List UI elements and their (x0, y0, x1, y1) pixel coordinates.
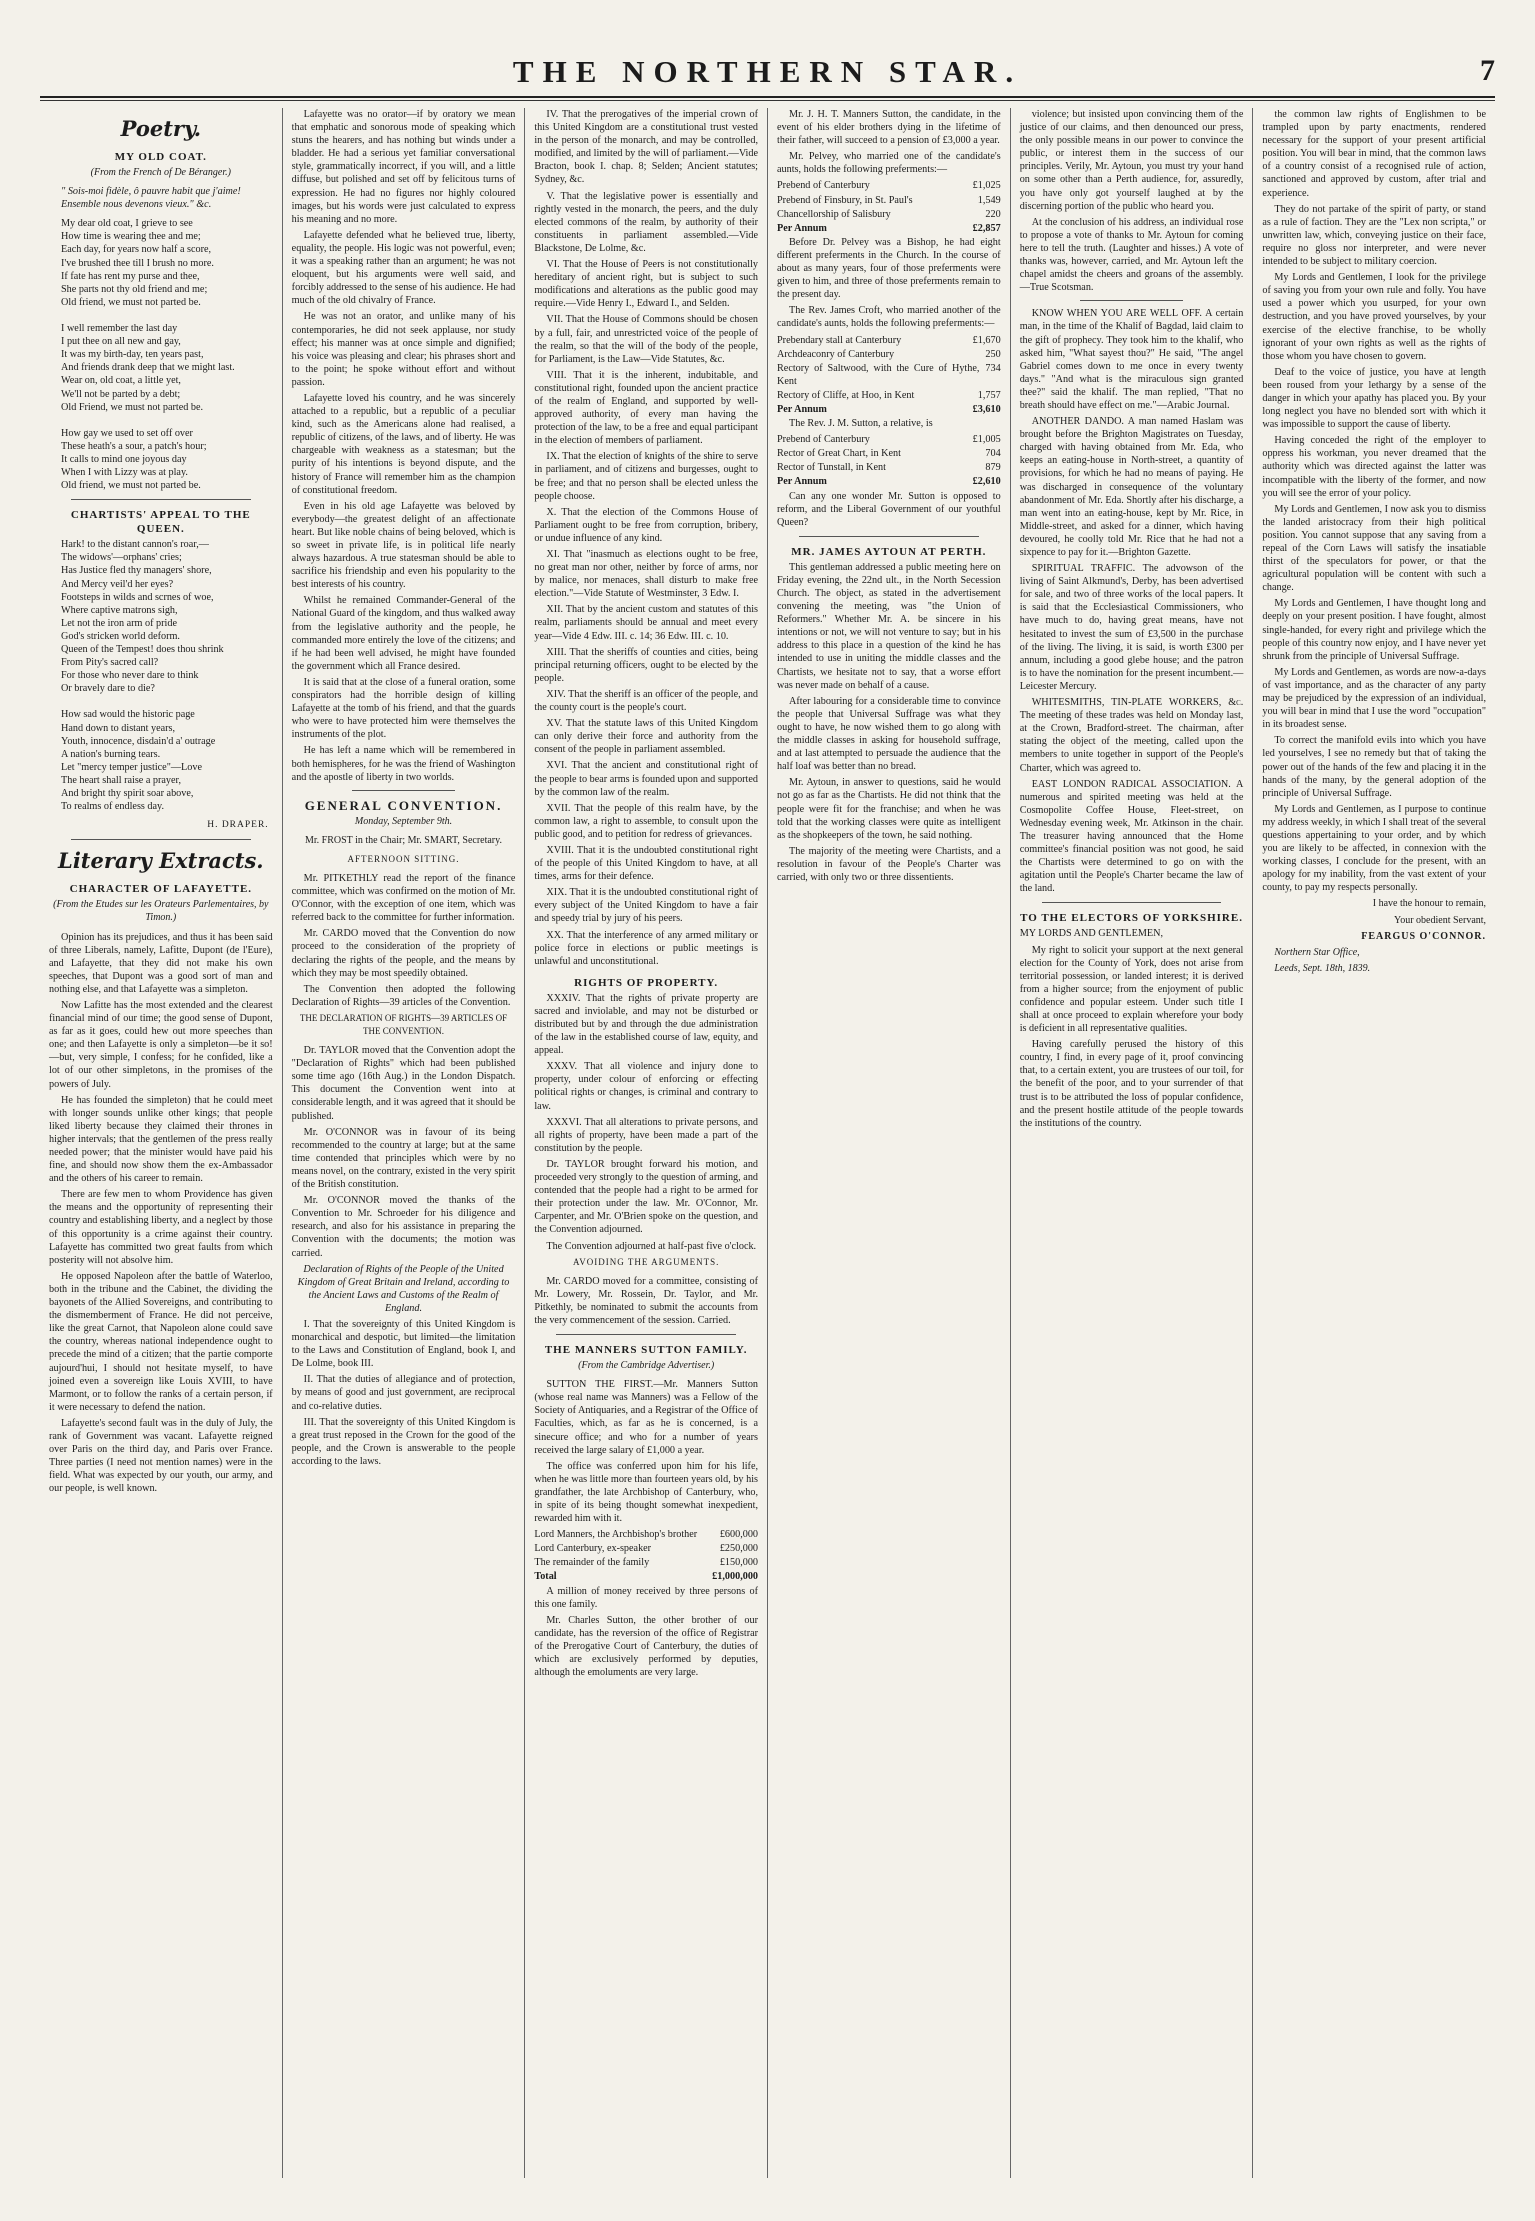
article-paragraph: XV. That the statute laws of this United Kingdom can only derive their force and authority from the consent of the people in parliament assembled. (534, 718, 759, 756)
column-grid (40, 108, 1495, 2178)
article-paragraph: XVIII. That it is the undoubted constitutional right of the people of this United Kingdom to have, at all times, arms for their defence. (534, 844, 759, 883)
article-paragraph: III. That the sovereignty of this United Kingdom is a great trust reposed in the Crown for the good of the people, and the Crown is answerable to the people according to the laws. (291, 1416, 516, 1467)
article-source: (From the Etudes sur les Orateurs Parlementaires, by Timon.) (53, 899, 269, 924)
page-number: 7 (1480, 54, 1495, 87)
section-heading-literary-extracts: Literary Extracts. (58, 848, 264, 874)
table-row: Lord Canterbury, ex-speaker £250,000 (534, 1543, 759, 1555)
table-row: Rector of Great Chart, in Kent 704 (777, 448, 1001, 460)
signoff-date: Leeds, Sept. 18th, 1839. (1274, 962, 1371, 974)
article-paragraph: Lafayette was no orator—if by oratory we mean that emphatic and sonorous mode of speaking which stuns the hearers, and has nothing but winds under a bladder. He had a serious yet familiar conversational style, grammatically incorrect, if you will, and a little diffuse, but polished and set off by felicitous turns of expression. He had no figures nor highly coloured images, but his words were just calculated to express his meaning and no more. (291, 109, 516, 225)
paragraph-lead: EAST LONDON RADICAL ASSOCIATION. (1031, 778, 1231, 790)
article-paragraph: II. That the duties of allegiance and of protection, by means of good and just government, are reciprocal and co-relative duties. (291, 1374, 516, 1412)
article-paragraph: It is said that at the close of a funeral oration, some conspirators had the horrible design of killing Lafayette at the tomb of his friend, and that the guards who were to have protected him were themselves the instruments of the plot. (291, 676, 516, 741)
article-paragraph (1020, 696, 1244, 775)
article-chair: Mr. FROST in the Chair; Mr. SMART, Secretary. (305, 834, 502, 846)
article-paragraph: Mr. J. H. T. Manners Sutton, the candidate, in the event of his elder brothers dying in the lifetime of their father, will succeed to a pension of £3,000 a year. (777, 109, 1001, 147)
column-2 (283, 108, 526, 2178)
article-paragraph: My Lords and Gentlemen, as I purpose to continue my address weekly, in which I shall treat of the several questions appertaining to your order, and by which you are likely to be affected, in connexion with the working classes, I conclude for the present, with an apology for my inability, from the vast extent of your county, to pay my respects personally. (1262, 803, 1487, 894)
section-heading-poetry: Poetry. (120, 116, 202, 141)
article-title: THE MANNERS SUTTON FAMILY. (544, 1344, 748, 1357)
article-paragraph: VII. That the House of Commons should be chosen by a full, fair, and unrestricted voice of the people of the realm, so that the will of the body of the people, for Parliament, is the Law—Vide Statutes, &c. (534, 314, 759, 365)
paragraph-text: The meeting of these trades was held on Monday last, at the Crown, Bradford-street. The chairman, after stating the object of the meeting, called upon the members to unite together in support of the People's Charter, which was agreed to. (1019, 710, 1244, 774)
signoff-line: Your obedient Servant, (1394, 914, 1487, 926)
table-row: Chancellorship of Salisbury 220 (777, 208, 1001, 220)
article-title: CHARACTER OF LAFAYETTE. (69, 883, 253, 896)
article-paragraph: Mr. O'CONNOR moved the thanks of the Convention to Mr. Schroeder for his diligence and research, and also for his assistance in preparing the Convention with the documents; the motion was carried. (291, 1195, 516, 1259)
article-paragraph: XVII. That the people of this realm have, by the common law, a right to assemble, to consult upon the public good, and to petition for redress of grievances. (534, 802, 759, 840)
article-paragraph: He was not an orator, and unlike many of his contemporaries, he did not seek applause, nor study effect; his manner was at once simple and dignified; his voice was pleasing and clear; his phrases short and to the point; he spoke without effort and without passion. (291, 311, 516, 388)
article-paragraph: The Convention adjourned at half-past five o'clock. (546, 1240, 757, 1252)
poem-title: CHARTISTS' APPEAL TO THE QUEEN. (70, 509, 251, 536)
article-paragraph: He has left a name which will be remembered in both hemispheres, for he was the friend of Washington and the apostle of liberty in two worlds. (291, 745, 516, 783)
article-paragraph (1020, 415, 1244, 559)
article-paragraph: XIV. That the sheriff is an officer of the people, and the county court is the people's court. (534, 688, 759, 714)
article-paragraph: Lafayette defended what he believed true, liberty, equality, the people. His logic was not powerful, even; it was a speaking rather than an argument; he was not eloquent, but his arguments were well said, and forcibly addressed to the sense of his audience. He had much of the old chivalry of France. (291, 229, 516, 307)
poem-source: (From the French of De Béranger.) (90, 167, 231, 178)
article-paragraph: Mr. CARDO moved for a committee, consisting of Mr. Lowery, Mr. Rossein, Dr. Taylor, and Mr. Pitkethly, be nominated to submit the accounts from the very commencement of the session. Carried. (534, 1275, 759, 1326)
article-title: RIGHTS OF PROPERTY. (574, 976, 719, 989)
article-paragraph: XXXIV. That the rights of private property are sacred and inviolable, and may not be disturbed or distributed but by and through the due administration of the law in the established course of law, equity, and appeal. (534, 992, 759, 1057)
article-paragraph: My right to solicit your support at the next general election for the County of York, does not arise from territorial possession, or landed interest; it is derived from a higher source; from the enjoyment of public confidence and popular esteem. Under such title I shall at once proceed to explain wherefore your body is deficient in all representative qualities. (1019, 944, 1244, 1035)
article-paragraph: Before Dr. Pelvey was a Bishop, he had eight different preferments in the Church. In the course of about as many years, four of those preferments were given to him, and three of those preferments remain to the present day. (777, 236, 1001, 301)
article-paragraph: violence; but insisted upon convincing them of the justice of our claims, and then denounced our press, the only possible means in our power to convince the public, or interest them in the success of our principles. Verily, Mr. Aytoun, you must try your hand on some other than a Perth audience, for, assuredly, you have only got yourself laughed at by the discerning portion of the public who heard you. (1019, 109, 1244, 212)
divider (352, 790, 456, 791)
table-row: Prebendary stall at Canterbury £1,670 (777, 334, 1001, 346)
article-paragraph: The majority of the meeting were Chartists, and a resolution in favour of the People's Charter was carried, with only two or three dissentients. (777, 845, 1001, 883)
article-paragraph (1020, 307, 1244, 412)
article-title: GENERAL CONVENTION. (304, 797, 503, 813)
table-row: Rectory of Saltwood, with the Cure of Hythe, Kent 734 (777, 362, 1001, 387)
column-6 (1253, 108, 1495, 2178)
table-row: The remainder of the family £150,000 (534, 1557, 759, 1569)
table-row: Per Annum £2,610 (777, 476, 1001, 488)
article-paragraph: the common law rights of Englishmen to be trampled upon by party enactments, rendered necessary for the support of your present artificial position. You will bear in mind, that the common laws of a country consist of a recognised rule of action, sanctioned and approved by custom, after trial and experience. (1262, 109, 1487, 199)
table-row: Per Annum £2,857 (777, 222, 1001, 234)
article-paragraph: Mr. Aytoun, in answer to questions, said he would not go as far as the Chartists. He did not think that the people were fit for the franchise; and when he was told that the working classes were quite as intelligent as the shopkeepers of the town, he said nothing. (777, 777, 1001, 841)
column-5 (1011, 108, 1254, 2178)
table-row: Rectory of Cliffe, at Hoo, in Kent 1,757 (777, 389, 1001, 401)
article-paragraph: My Lords and Gentlemen, as words are now-a-days of vast importance, and as the character of any party may be prejudiced by the expression of an individual, you will bear in mind that I use the word "occupation" in its broadest sense. (1262, 666, 1487, 731)
column-4 (768, 108, 1011, 2178)
table-row: Prebend of Finsbury, in St. Paul's 1,549 (777, 194, 1001, 206)
divider (799, 536, 979, 537)
column-3 (525, 108, 768, 2178)
article-paragraph: V. That the legislative power is essentially and rightly vested in the monarch, the peers, and the duly elected commons of the realm, by authority of their constituents in parliament assembled.—Vide Blackstone, De Lolme, &c. (534, 190, 759, 254)
article-paragraph: XXXVI. That all alterations to private persons, and all rights of property, have been made a part of the constitution by the people. (534, 1116, 759, 1154)
signoff-place: Northern Star Office, (1274, 946, 1360, 958)
poem-body: Hark! to the distant cannon's roar,— The widows'—orphans' cries; Has Justice fled thy managers' shore, And Mercy veil'd her eyes? Footsteps in wilds and scrnes of woe, Where captive matrons sigh, Let not the iron arm of pride God's stricken world deform. Queen of the Tempest! does thou shrink From Pity's sacred call? For those who never dare to think Or bravely dare to die? How sad would the historic page Hand down to distant years, Youth, innocence, disdain'd a' outrage A nation's burning tears. Let "mercy temper justice"—Love The heart shall raise a prayer, And bright thy spirit soar above, To realms of endless day. (61, 539, 224, 813)
article-paragraph: XVI. That the ancient and constitutional right of the people to bear arms is founded upon and supported by the common law of the realm. (534, 760, 759, 798)
article-paragraph: They do not partake of the spirit of party, or stand as a rule of faction. They are the "Lex non scripta," or unwritten law, which, conveying justice on their face, require no gloss nor interpreter, and were never intended to be subject to military coercion. (1262, 203, 1487, 268)
divider (71, 839, 251, 840)
paragraph-lead: KNOW WHEN YOU ARE WELL OFF. (1031, 308, 1202, 320)
article-paragraph: To correct the manifold evils into which you have led yourselves, I see no remedy but that of taking the power out of the hands of the few and placing it in the hands of the many, by the general adoption of the principle of Universal Suffrage. (1262, 735, 1487, 799)
article-paragraph: At the conclusion of his address, an individual rose to propose a vote of thanks to Mr. Aytoun for coming here to tell the truth. (Laughter and hisses.) A vote of thanks was, however, carried, and Mr. Aytoun left the chapel amidst the cheers and groans of the assembly.—True Scotsman. (1019, 216, 1244, 294)
masthead-title: THE NORTHERN STAR. (512, 54, 1023, 89)
divider (1080, 300, 1184, 301)
poem-body: My dear old coat, I grieve to see How time is wearing thee and me; Each day, for years now half a score, I've brushed thee till I brush no more. If fate has rent my purse and thee, She parts not thy old friend and me; Old friend, we must not parted be. I well remember the last day I put thee on all new and gay, It was my birth-day, ten years past, And friends drank deep that we might last. Wear on, old coat, a little yet, We'll not be parted by a debt; Old Friend, we must not parted be. How gay we used to set off over These heath's a sour, a patch's hour; It calls to mind one joyous day When I with Lizzy was at play. Old friend, we must not parted be. (61, 218, 235, 492)
paragraph-lead: WHITESMITHS, TIN-PLATE WORKERS, &c. (1031, 697, 1244, 709)
article-paragraph: Opinion has its prejudices, and thus it has been said of three Liberals, namely, Lafitte, Dupont (de l'Eure), and Lafayette, that they did not make his own speeches, that Dupont was a good sort of man and nothing else, and that Lafayette was a simpleton. (49, 931, 273, 995)
article-paragraph: There are few men to whom Providence has given the means and the opportunity of representing their country and establishing liberty, and a neglect by those of this opportunity is a crime against their country. Lafayette has committed two great faults from which posterity will not absolve him. (49, 1189, 273, 1266)
article-paragraph: XIII. That the sheriffs of counties and cities, being principal returning officers, ought to be elected by the people. (534, 646, 759, 684)
divider (1042, 902, 1222, 903)
salutation: MY LORDS AND GENTLEMEN, (1019, 928, 1164, 940)
article-source: (From the Cambridge Advertiser.) (578, 1360, 715, 1372)
article-paragraph: VIII. That it is the inherent, indubitable, and constitutional right, founded upon the ancient practice of the realm of England, and supported by well-approved authority, of every man having the protection of the law, to be a free and equal participant in the election of members of parliament. (534, 369, 759, 447)
article-paragraph: Mr. Charles Sutton, the other brother of our candidate, has the reversion of the office of Registrar of the Prerogative Court of Canterbury, the duties of which are exclusively performed by deputies, although the emoluments are very large. (534, 1614, 759, 1679)
article-paragraph: He has founded the simpleton) that he could meet with longer sounds unlike other kings; that people liked liberty because they claimed their thrones in higher intervals; that the gentlemen of the press really needed power; that the minister would have paid his fine, and should now show them the ex-Ambassador and the others of his career to remain. (49, 1094, 273, 1185)
article-paragraph: SUTTON THE FIRST.—Mr. Manners Sutton (whose real name was Manners) was a Fellow of the Society of Antiquaries, and a Registrar of the Office of Faculties, which, as far as he is concerned, is a sinecure office; and who for a number of years received the large salary of £1,000 a year. (534, 1379, 759, 1456)
paragraph-lead: SPIRITUAL TRAFFIC. (1031, 563, 1136, 575)
article-date: Monday, September 9th. (354, 815, 453, 827)
table-row: Prebend of Canterbury £1,005 (777, 434, 1001, 446)
article-paragraph: Having conceded the right of the employer to oppress his workman, you never dreamed that the authority which was directed against the latter was incompatible with the liberty of the former, and now you will see the error of your policy. (1262, 435, 1487, 499)
table-row: Lord Manners, the Archbishop's brother £600,000 (534, 1529, 759, 1541)
table-row: Total £1,000,000 (534, 1571, 759, 1583)
masthead-rule (40, 100, 1495, 101)
article-paragraph (1020, 562, 1244, 693)
article-paragraph: Lafayette's second fault was in the duly of July, the rank of Government was vacant. Lafayette reigned over Paris on the third day, and Paris over France. Three parties (I need not mention names) were in the field. What was expected by our youth, our army, and our people, is well known. (49, 1417, 273, 1495)
article-paragraph: The Rev. James Croft, who married another of the candidate's aunts, holds the following preferments:— (777, 305, 1001, 330)
paragraph-text: A man named Haslam was brought before the Brighton Magistrates on Tuesday, charged with having obtained from Mr. Eda, who keeps an eating-house in North-street, a quantity of provisions, for which he had no means of paying. He was discharged in consequence of the voluntary abandonment of Mr. Eda. Shortly after his discharge, a man went into an eating-house, kept by Mr. Rice, in Middle-street, and asked for a dinner, which having devoured, he coolly told Mr. Rice that he had not a sixpence to pay for it.—Brighton Gazette. (1019, 416, 1244, 558)
article-paragraph: The Rev. J. M. Sutton, a relative, is (789, 418, 933, 430)
article-paragraph: IV. That the prerogatives of the imperial crown of this United Kingdom are a constitutional trust vested in the person of the monarch, and may be controlled, modified, and limited by the will of parliament.—Vide Bracton, book I. chap. 8; Selden; Ancient statutes; Sydney, &c. (534, 109, 759, 186)
table-row: Prebend of Canterbury £1,025 (777, 180, 1001, 192)
divider (71, 499, 251, 500)
masthead (40, 52, 1495, 98)
article-paragraph: Mr. CARDO moved that the Convention do now proceed to the consideration of the propriety of declaring the rights of the people, and the means by which they may be most speedily obtained. (291, 928, 516, 979)
article-paragraph: Even in his old age Lafayette was beloved by everybody—the greatest delight of an affectionate heart. But like noble chains of being beloved, which is so sweet in private life, is in political life nearly always hazardous. A true statesman should be able to sacrifice his friendship and even his popularity to the best interests of his country. (291, 500, 516, 591)
article-paragraph: Can any one wonder Mr. Sutton is opposed to reform, and the Liberal Government of our youthful Queen? (777, 490, 1001, 528)
poem-signature: H. DRAPER. (207, 820, 269, 831)
article-paragraph: XII. That by the ancient custom and statutes of this realm, parliaments should be annual and meet every year—Vide 4 Edw. III. c. 14; 36 Edw. III. c. 10. (534, 604, 759, 642)
paragraph-text: A certain man, in the time of the Khalif of Bagdad, laid claim to the gift of prophecy. They took him to the khalif, who asked him, "What sayest thou?" He said, "The angel Gabriel comes down to me once in every twenty days." "And what is the miraculous sign granted thee?" said the khalif. The man replied, "That no breath should have effect on me."—Arabic Journal. (1019, 308, 1244, 411)
article-subheading: THE DECLARATION OF RIGHTS—39 ARTICLES OF THE CONVENTION. (299, 1012, 508, 1036)
article-paragraph: My Lords and Gentlemen, I now ask you to dismiss the landed aristocracy from their high political position. You cannot suppose that any saving from a repeal of the Corn Laws will satisfy the insatiable thirst of the speculators for power, or that the agricultural population will be content with such a change. (1262, 503, 1487, 594)
article-subheading: AVOIDING THE ARGUMENTS. (572, 1256, 720, 1267)
signoff-line: I have the honour to remain, (1372, 898, 1487, 910)
poem-epigraph: " Sois-moi fidèle, ô pauvre habit que j'aime! Ensemble nous devenons vieux." &c. (61, 186, 241, 211)
article-paragraph: X. That the election of the Commons House of Parliament ought to be free from corruption, bribery, or undue influence of any kind. (534, 506, 759, 544)
article-paragraph: Mr. PITKETHLY read the report of the finance committee, which was confirmed on the motion of Mr. O'Connor, with the exception of one item, which was referred back to the committee for further information. (291, 872, 516, 924)
paragraph-text: A numerous and spirited meeting was held at the Cosmopolite Coffee House, Fleet-street, on Wednesday evening week, Mr. Atkinson in the chair. The treasurer having announced that the Home committee's financial position was not good, he said the Chartists were determined to go on with the agitation until the People's Charter became the law of the land. (1019, 778, 1244, 895)
article-paragraph: XXXV. That all violence and injury done to property, under colour of enforcing or effecting political rights or changes, is criminal and contrary to law. (534, 1061, 759, 1112)
declaration-heading: Declaration of Rights of the People of the United Kingdom of Great Britain and Ireland, according to the Ancient Laws and Customs of the Realm of England. (297, 1263, 510, 1314)
poem-title: MY OLD COAT. (114, 151, 207, 163)
table-row: Archdeaconry of Canterbury 250 (777, 348, 1001, 360)
article-paragraph: XIX. That it is the undoubted constitutional right of every subject of the United Kingdom to have a fair and speedy trial by jury of his peers. (534, 887, 759, 925)
paragraph-lead: ANOTHER DANDO. (1031, 416, 1124, 428)
article-paragraph: IX. That the election of knights of the shire to serve in parliament, and of citizens and burgesses, ought to be free; and that no person shall be elected unless the people choose. (534, 451, 759, 502)
paragraph-text: The advowson of the living of Saint Alkmund's, Derby, has been advertised for sale, and two of three works of the local papers. It is said that the Ecclesiastical Commissioners, who have much to do, having great means, have not hesitated to invest the sum of £3,500 in the purchase of the living. The living, it is said, is worth £300 per annum, including a good glebe house; and the patron is to have the nomination for the present incumbent.—Leicester Mercury. (1019, 563, 1244, 692)
article-paragraph: I. That the sovereignty of this United Kingdom is monarchical and despotic, but limited—the limitation to the Laws and Constitution of England, book I, and De Lolme, book III. (291, 1318, 516, 1370)
article-paragraph: Mr. O'CONNOR was in favour of its being recommended to the country at large; but at the same time contended that principles which were by no means novel, on the contrary, existed in the very spirit of the British constitution. (291, 1126, 516, 1191)
signoff-name: FEARGUS O'CONNOR. (1361, 930, 1487, 942)
article-paragraph: Dr. TAYLOR moved that the Convention adopt the "Declaration of Rights" which had been published some time ago (16th Aug.) in the London Dispatch. This document the Convention went into at considerable length, and it was agreed that it should be published. (291, 1045, 516, 1122)
article-paragraph (1020, 778, 1244, 896)
article-paragraph: XI. That "inasmuch as elections ought to be free, no great man nor other, neither by force of arms, nor by malice, nor menaces, shall disturb to make free election."—Vide Statute of Westminster, 3 Edw. I. (534, 549, 759, 600)
article-paragraph: XX. That the interference of any armed military or police force in elections or public meetings is unlawful and unconstitutional. (534, 929, 759, 967)
article-paragraph: Now Lafitte has the most extended and the clearest financial mind of our time; the good sense of Dupont, as far as it goes, could hew out more speeches than one; and then Lafayette is only a simpleton—be it so!—but, very simple, I confess; for he confided, like a lot of our other simpletons, in the promises of the powers of July. (49, 999, 273, 1090)
article-paragraph: This gentleman addressed a public meeting here on Friday evening, the 22nd ult., in the North Secession Church. The object, as stated in the advertisement convening the meeting, was "the Union of Reformers." Whether Mr. A. be sincere in his intentions or not, we will not venture to say; but in his address to this place in a question of the kind he has intended to use in uniting the middle classes and the Chartists, we hesitate not to say, that a worse effort was never made on behalf of a cause. (777, 561, 1001, 691)
article-title: MR. JAMES AYTOUN AT PERTH. (791, 545, 987, 558)
article-paragraph: A million of money received by three persons of this one family. (534, 1585, 759, 1610)
article-paragraph: My Lords and Gentlemen, I have thought long and deeply on your present position. I have fought, almost single-handed, for every right and privilege which the people of this country now enjoy, and I have never yet shrunk from the principle of Universal Suffrage. (1262, 598, 1487, 662)
article-paragraph: He opposed Napoleon after the battle of Waterloo, both in the tribune and the Cabinet, the dividing the bayonets of the Allied Sovereigns, and contributing to the dismemberment of France. He did not perceive, like the great Carnot, that Napoleon alone could save the country, whereas national independence ought to precede the mind of a citizen; that the partie comporte aujourd'hui, I should not hesitate myself, to have joined even a sovereign like Louis XVIII, to have Marmont, or to follow the ranks of a certain person, if it were necessary to defend the nation. (49, 1270, 273, 1413)
article-paragraph: Mr. Pelvey, who married one of the candidate's aunts, holds the following preferments:— (777, 151, 1001, 176)
article-paragraph: Dr. TAYLOR brought forward his motion, and proceeded very strongly to the question of arming, and contended that the people had a right to be armed for their protection under the law. Mr. O'Connor, Mr. Carpenter, and Mr. O'Brien spoke on the question, and the Convention adjourned. (534, 1158, 759, 1236)
divider (556, 1334, 736, 1335)
article-paragraph: Deaf to the voice of justice, you have at length been roused from your lethargy by a sense of the danger in which your apathy has placed you. By your long neglect you have no blended sort with which it was impossible to support the cause of liberty. (1262, 366, 1487, 431)
column-1 (40, 108, 283, 2178)
article-paragraph: The Convention then adopted the following Declaration of Rights—39 articles of the Convention. (291, 983, 516, 1008)
table-row: Rector of Tunstall, in Kent 879 (777, 462, 1001, 474)
article-paragraph: Lafayette loved his country, and he was sincerely attached to a republic, but a republic of a peculiar kind, such as the Americans alone had realised, a republic of citizens, of the laws, and of liberty. He was chargeable with weakness as a statesman; but the purity of his intentions is beyond dispute, and the history of France will remember him as the champion of constitutional freedom. (291, 392, 516, 496)
article-paragraph: Having carefully perused the history of this country, I find, in every page of it, proof convincing that, to a certain extent, you are trustees of our toil, for the benefit of the poor, and to your surrender of that trust is to be attributed the loss of popular confidence, and the present hostile attitude of the people towards the institutions of the country. (1019, 1039, 1244, 1129)
article-paragraph: VI. That the House of Peers is not constitutionally hereditary of ancient right, but is subject to such modifications and alterations as the public good may require.—Vide Henry I., Edward I., and Selden. (534, 259, 759, 310)
article-paragraph: The office was conferred upon him for his life, when he was little more than fourteen years old, by his grandfather, the late Archbishop of Canterbury, who, in spite of its being thought somewhat inexpedient, rewarded him with it. (534, 1460, 759, 1525)
article-title: TO THE ELECTORS OF YORKSHIRE. (1020, 912, 1243, 925)
table-row: Per Annum £3,610 (777, 403, 1001, 415)
article-paragraph: My Lords and Gentlemen, I look for the privilege of saving you from your own rule and folly. You have used a power which you usurped, for your own destruction, and you have proved yourselves, by your exercise of the elective franchise, to be wholly ignorant of your own rights as well as the rights of those whom you have chosen to govern. (1262, 272, 1487, 362)
article-paragraph: After labouring for a considerable time to convince the people that Universal Suffrage was what they ought to have, he now wished them to go along with the middle classes in asking for household suffrage, and at last attempted to persuade the audience that the half loaf was better than no bread. (777, 695, 1001, 773)
article-paragraph: Whilst he remained Commander-General of the National Guard of the kingdom, and thus walked away from the legislative authority and the people, he commanded more entirely the love of the citizens; and if he had been well advised, he might have founded the government which all France desired. (291, 595, 516, 672)
article-subheading: AFTERNOON SITTING. (347, 853, 460, 864)
